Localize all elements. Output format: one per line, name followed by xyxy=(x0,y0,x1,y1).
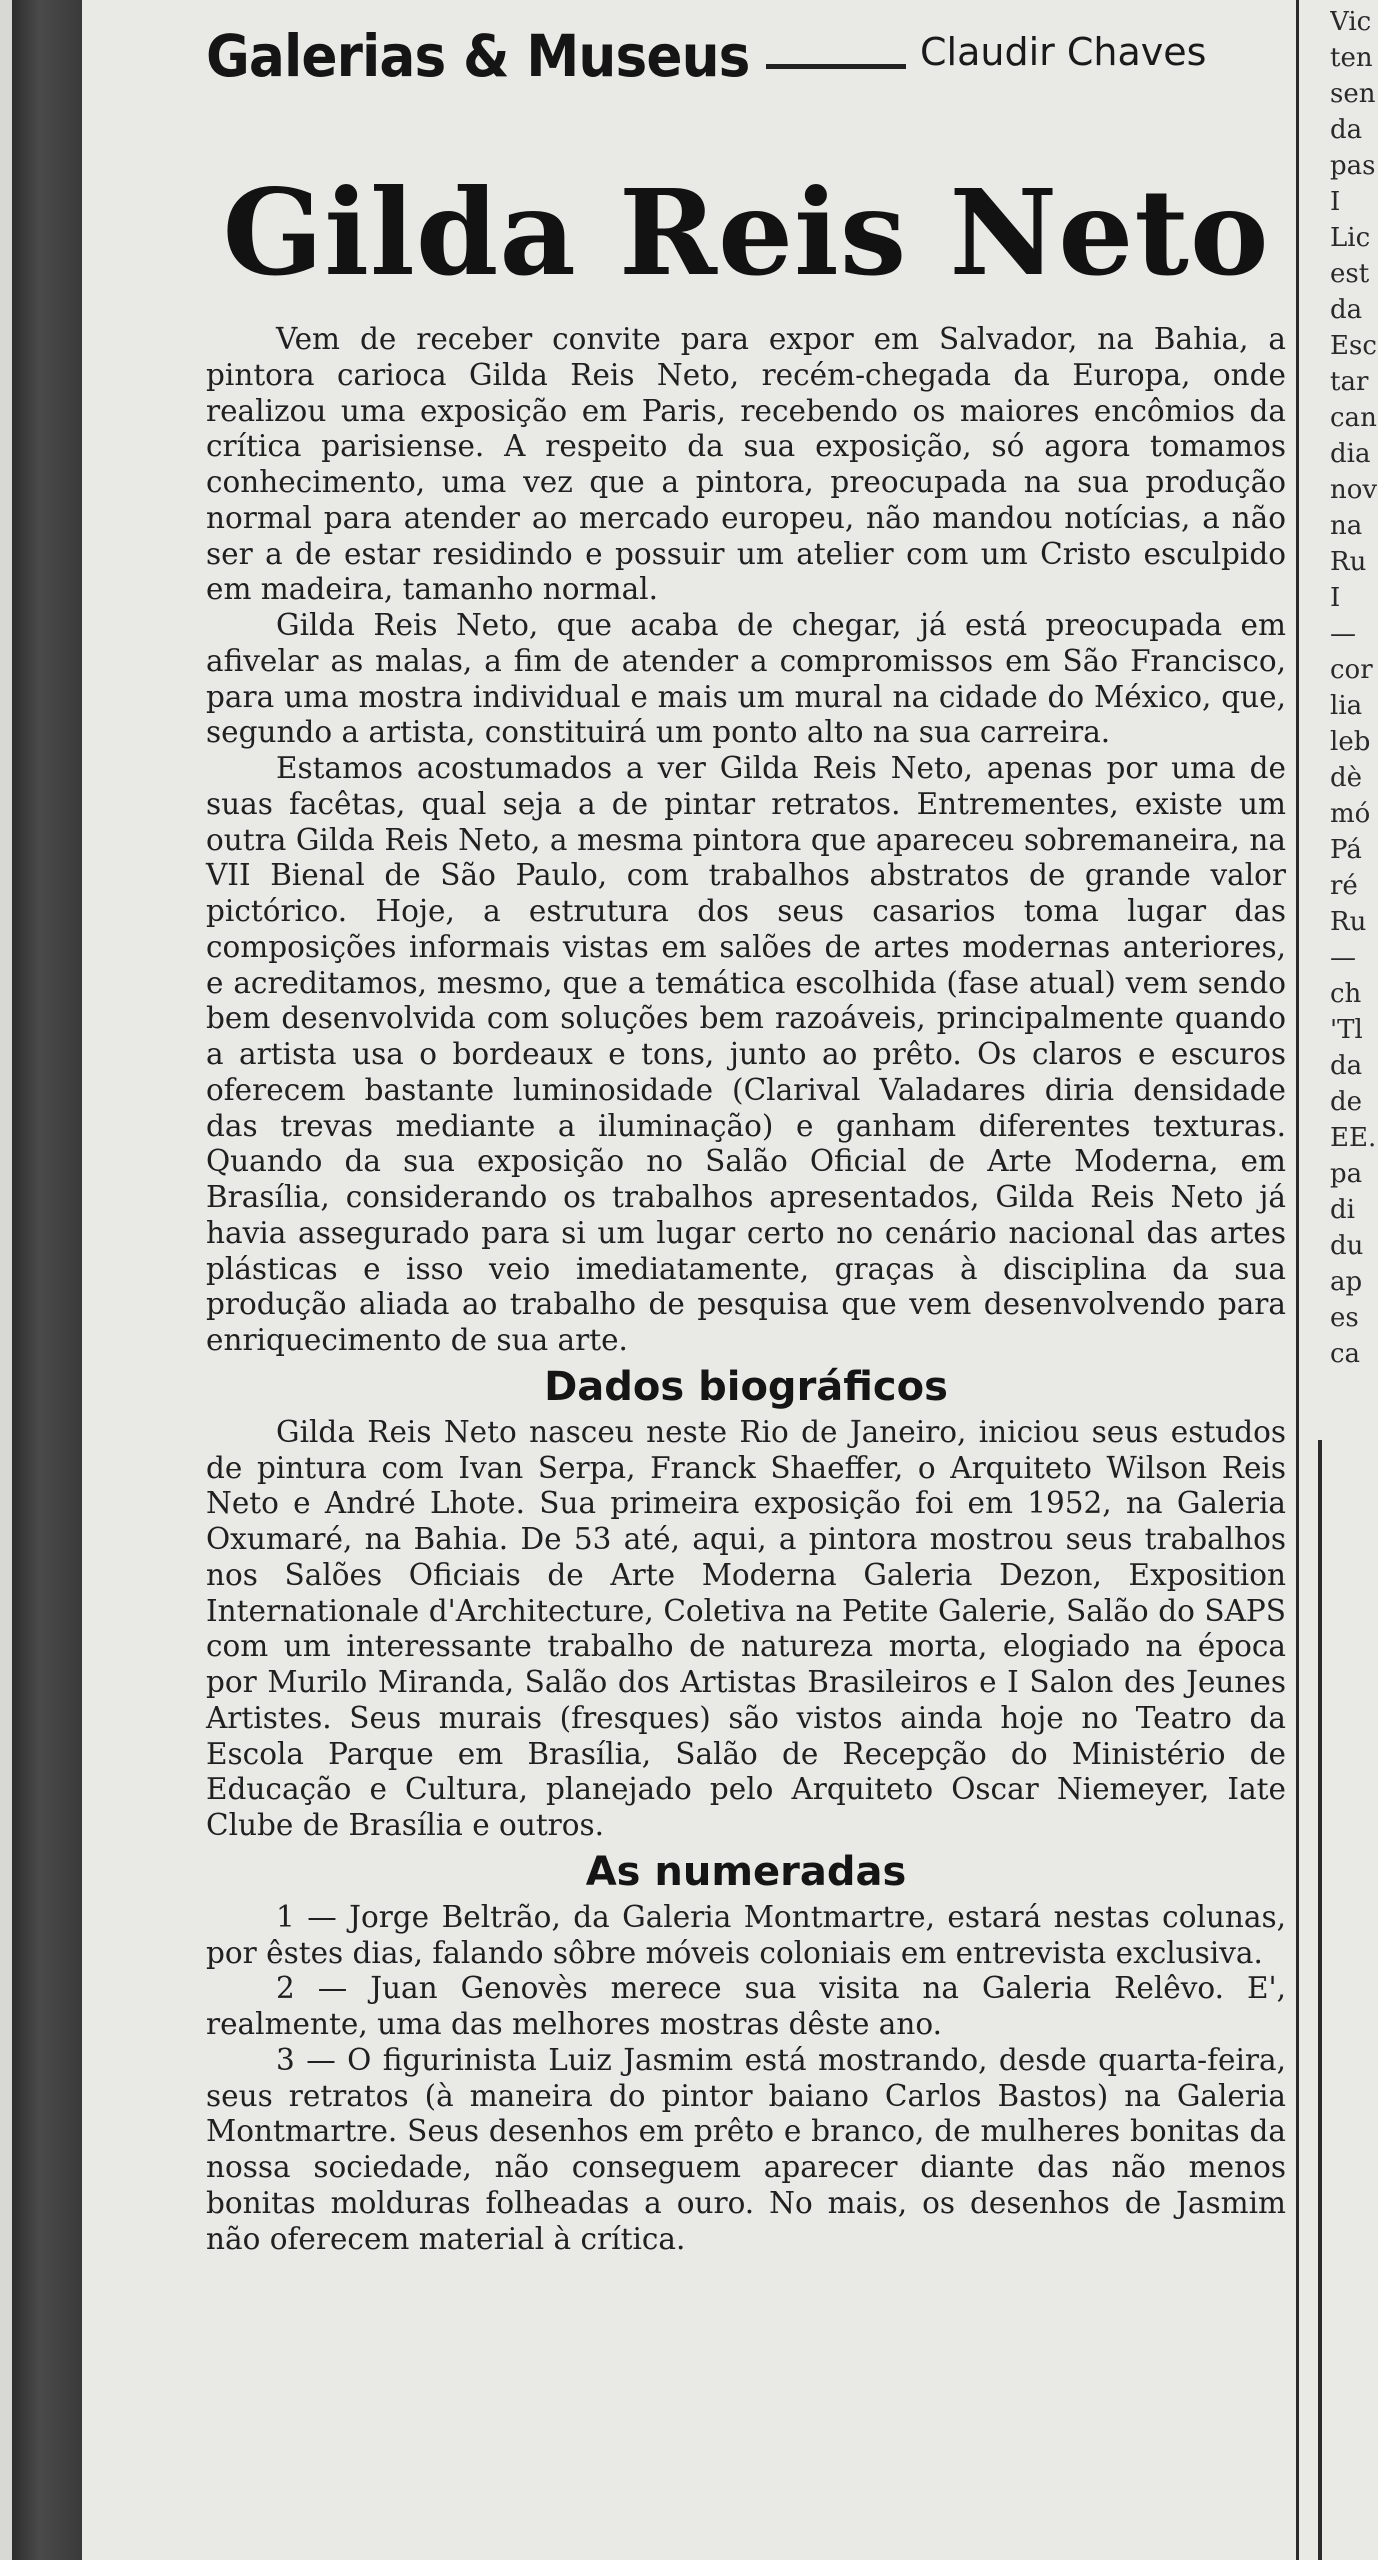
section-title: Galerias & Museus xyxy=(206,22,750,90)
neighbor-fragment: EE. xyxy=(1330,1123,1377,1153)
neighbor-fragment: Lic xyxy=(1330,223,1371,253)
header-dash xyxy=(766,64,906,69)
neighbor-fragment: de xyxy=(1330,1087,1363,1117)
numbered-item: 2 — Juan Genovès merece sua visita na Galeria Relêvo. E', realmente, uma das melhores mostras dêste ano. xyxy=(206,1971,1286,2041)
neighbor-fragment: ten xyxy=(1330,43,1373,73)
neighbor-fragment: Ru xyxy=(1330,547,1367,577)
neighbor-fragment: tar xyxy=(1330,367,1369,397)
neighbor-fragment: — xyxy=(1330,619,1356,649)
neighbor-fragment: can xyxy=(1330,403,1377,433)
binding-shadow xyxy=(12,0,82,2560)
neighbor-fragment: Esc xyxy=(1330,331,1377,361)
neighbor-fragment: I xyxy=(1330,187,1341,217)
article-paragraph: Estamos acostumados a ver Gilda Reis Neto, apenas por uma de suas facêtas, qual seja a de pintar retratos. Entrementes, existe um outra Gilda Reis Neto, a mesma pintora que apareceu sobremaneira, na VII Bienal de São Paulo, com trabalhos abstratos de grande valor pictórico. Hoje, a estrutura dos seus casarios toma lugar das composições informais vistas em salões de artes modernas anteriores, e acreditamos, mesmo, que a temática escolhida (fase atual) vem sendo bem desenvolvida com soluções bem razoáveis, principalmente quando a artista usa o bordeaux e tons, junto ao prêto. Os claros e escuros oferecem bastante luminosidade (Clarival Valadares diria densidade das trevas mediante a iluminação) e ganham diferentes texturas. Quando da sua exposição no Salão Oficial de Arte Moderna, em Brasília, considerando os trabalhos apresentados, Gilda Reis Neto já havia assegurado para si um lugar certo no cenário nacional das artes plásticas e isso veio imediatamente, graças à disciplina da sua produção aliada ao trabalho de pesquisa que vem desenvolvendo para enriquecimento de sua arte. xyxy=(206,751,1286,1357)
neighbor-fragment: pa xyxy=(1330,1159,1363,1189)
article-column xyxy=(206,22,1286,2542)
neighbor-fragment: na xyxy=(1330,511,1363,541)
neighbor-fragment: leb xyxy=(1330,727,1371,757)
neighbor-fragment: da xyxy=(1330,115,1363,145)
neighbor-fragment: du xyxy=(1330,1231,1364,1261)
neighbor-fragment: sen xyxy=(1330,79,1376,109)
headline: Gilda Reis Neto xyxy=(222,163,1270,302)
neighbor-fragment: es xyxy=(1330,1303,1359,1333)
article-paragraph: Gilda Reis Neto, que acaba de chegar, já está preocupada em afivelar as malas, a fim de atender a compromissos em São Francisco, para uma mostra individual e mais um mural na cidade do México, que, segundo a artista, constituirá um ponto alto na sua carreira. xyxy=(206,608,1286,750)
neighbor-fragment: est xyxy=(1330,259,1370,289)
neighbor-fragment: Vic xyxy=(1330,7,1372,37)
neighbor-fragment: I xyxy=(1330,583,1341,613)
neighbor-fragment: pas xyxy=(1330,151,1376,181)
neighbor-fragment: nov xyxy=(1330,475,1378,505)
bio-paragraph: Gilda Reis Neto nasceu neste Rio de Janeiro, iniciou seus estudos de pintura com Ivan Serpa, Franck Shaeffer, o Arquiteto Wilson Reis Neto e André Lhote. Sua primeira exposição foi em 1952, na Galeria Oxumaré, na Bahia. De 53 até, aqui, a pintora mostrou seus trabalhos nos Salões Oficiais de Arte Moderna Galeria Dezon, Exposition Internationale d'Architecture, Coletiva na Petite Galerie, Salão do SAPS com um interessante trabalho de natureza morta, elogiado na época por Murilo Miranda, Salão dos Artistas Brasileiros e I Salon des Jeunes Artistes. Seus murais (fresques) são vistos ainda hoje no Teatro da Escola Parque em Brasília, Salão de Recepção do Ministério de Educação e Cultura, planejado pelo Arquiteto Oscar Niemeyer, Iate Clube de Brasília e outros. xyxy=(206,1414,1286,1842)
neighbor-fragment: ré xyxy=(1330,871,1358,901)
neighbor-fragment: ca xyxy=(1330,1339,1361,1369)
neighbor-fragment: da xyxy=(1330,295,1363,325)
neighbor-fragment: dia xyxy=(1330,439,1371,469)
neighbor-fragment: lia xyxy=(1330,691,1363,721)
neighbor-fragment: ch xyxy=(1330,979,1362,1009)
neighbor-rule xyxy=(1318,1440,1322,2560)
neighbor-fragment: — xyxy=(1330,943,1356,973)
column-rule xyxy=(1296,0,1299,2560)
neighbor-fragment: dè xyxy=(1330,763,1363,793)
neighbor-fragment: da xyxy=(1330,1051,1363,1081)
column-header xyxy=(206,22,1286,114)
numbered-heading: As numeradas xyxy=(585,1848,907,1895)
neighbor-fragment: Pá xyxy=(1330,835,1362,865)
byline: Claudir Chaves xyxy=(920,30,1207,74)
numbered-item: 1 — Jorge Beltrão, da Galeria Montmartre, estará nestas colunas, por êstes dias, falando sôbre móveis coloniais em entrevista exclusiva. xyxy=(206,1899,1286,1970)
neighbor-fragment: di xyxy=(1330,1195,1355,1225)
neighbor-column xyxy=(1330,0,1378,2560)
article-paragraph: Vem de receber convite para expor em Salvador, na Bahia, a pintora carioca Gilda Reis Neto, recém-chegada da Europa, onde realizou uma exposição em Paris, recebendo os maiores encômios da crítica parisiense. A respeito da sua exposição, só agora tomamos conhecimento, uma vez que a pintora, preocupada na sua produção normal para atender ao mercado europeu, não mandou notícias, a não ser a de estar residindo e possuir um atelier com um Cristo esculpido em madeira, tamanho normal. xyxy=(206,322,1286,607)
neighbor-fragment: Ru xyxy=(1330,907,1367,937)
neighbor-fragment: mó xyxy=(1330,799,1371,829)
numbered-item: 3 — O figurinista Luiz Jasmim está mostrando, desde quarta-feira, seus retratos (à maneira do pintor baiano Carlos Bastos) na Galeria Montmartre. Seus desenhos em prêto e branco, de mulheres bonitas da nossa sociedade, não conseguem aparecer diante das não menos bonitas molduras folheadas a ouro. No mais, os desenhos de Jasmim não oferecem material à crítica. xyxy=(206,2042,1286,2256)
neighbor-fragment: 'Tl xyxy=(1330,1015,1363,1045)
neighbor-fragment: ap xyxy=(1330,1267,1363,1297)
neighbor-fragment: cor xyxy=(1330,655,1373,685)
bio-heading: Dados biográficos xyxy=(544,1363,948,1410)
